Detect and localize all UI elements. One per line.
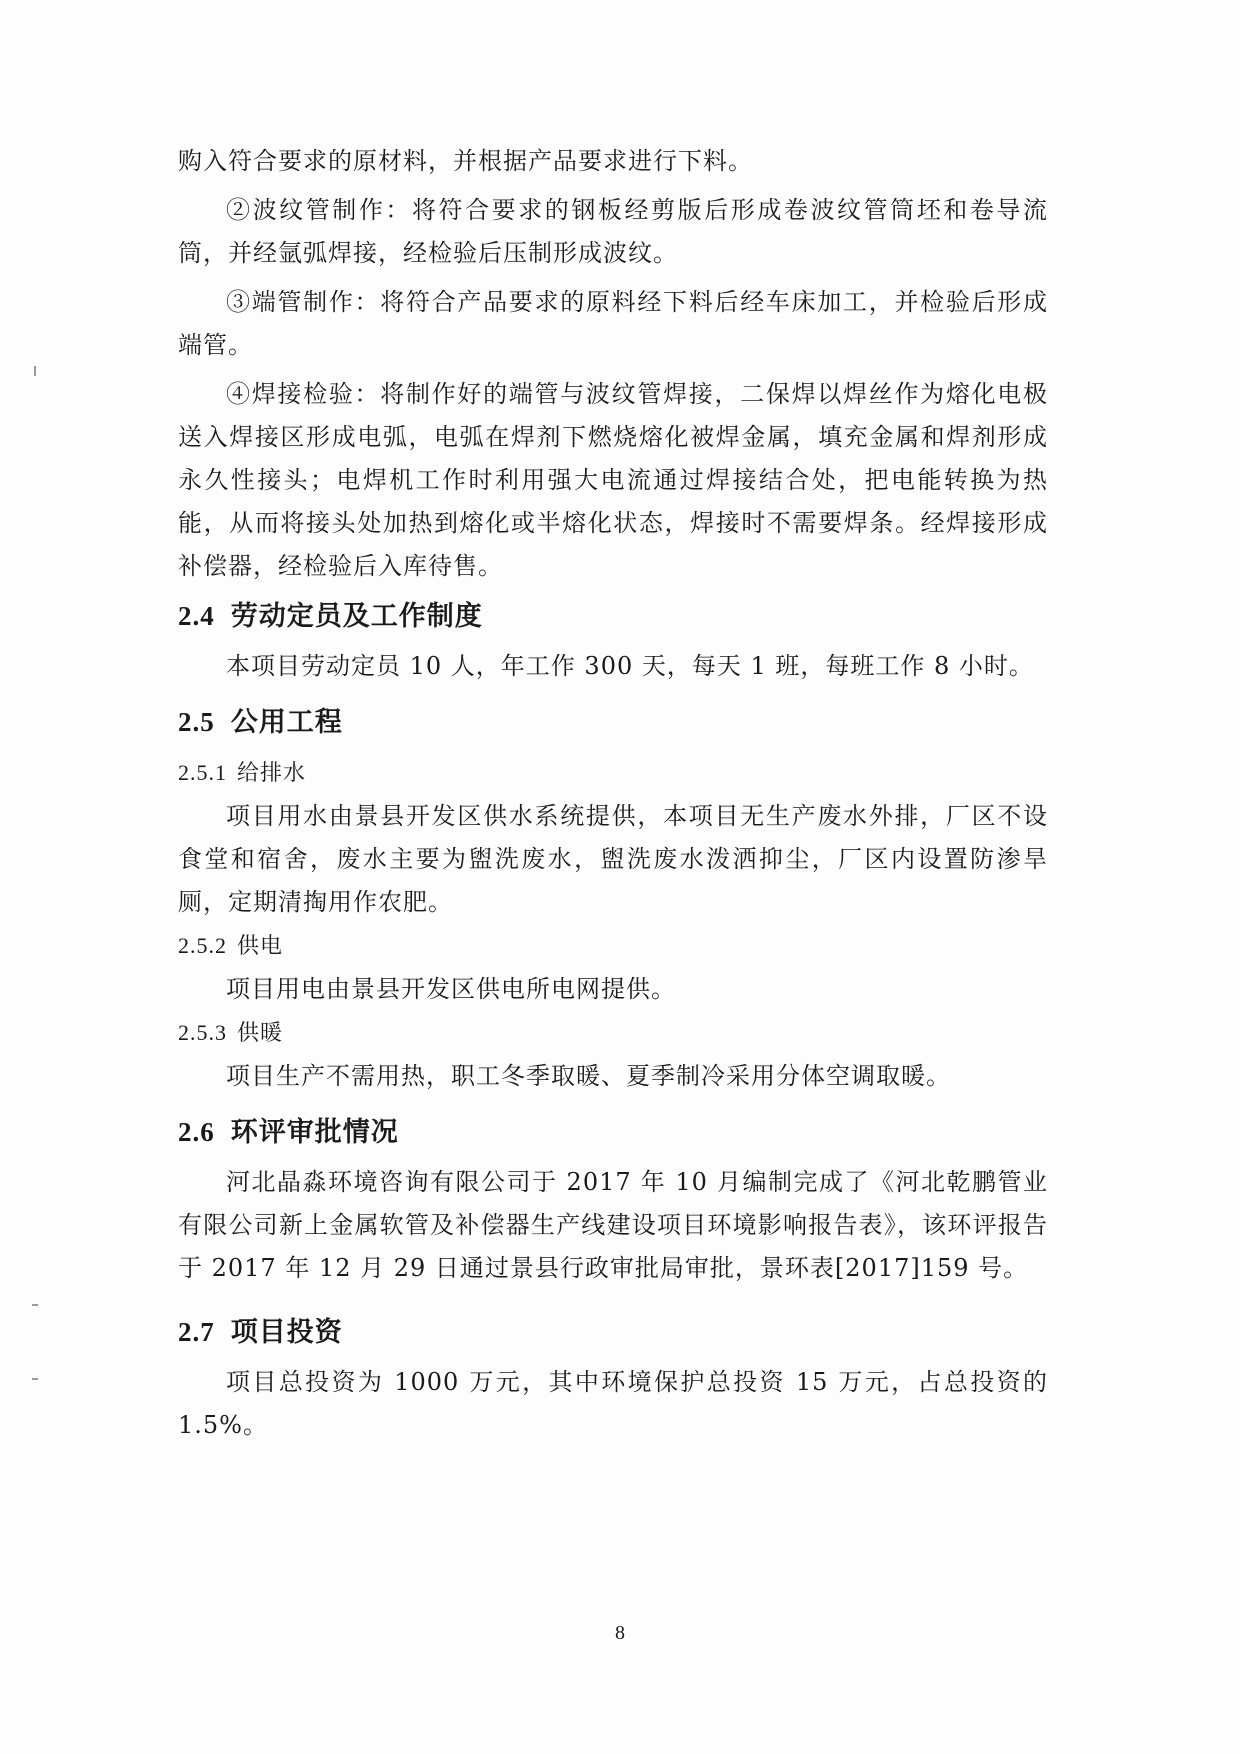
subsection-number: 2.5.1 (178, 760, 227, 785)
section-heading-2-5 (178, 694, 1048, 751)
section-number: 2.7 (178, 1317, 215, 1347)
subsection-heading-2-5-1 (178, 751, 1048, 795)
subsection-title: 供电 (237, 934, 284, 959)
paragraph-welding-inspection: ④焊接检验：将制作好的端管与波纹管焊接，二保焊以焊丝作为熔化电极送入焊接区形成电弧，电弧在焊剂下燃烧熔化被焊金属，填充金属和焊剂形成永久性接头；电焊机工作时利用强大电流通过焊接结合处，把电能转换为热能，从而将接头处加热到熔化或半熔化状态，焊接时不需要焊条。经焊接形成补偿器，经检验后入库待售。 (178, 380, 1048, 580)
paragraph-water-supply: 项目用水由景县开发区供水系统提供，本项目无生产废水外排，厂区不设食堂和宿舍，废水主要为盥洗废水，盥洗废水泼洒抑尘，厂区内设置防渗旱厕，定期清掏用作农肥。 (178, 802, 1048, 916)
page-number: 8 (615, 1622, 625, 1644)
paragraph-power-supply: 项目用电由景县开发区供电所电网提供。 (226, 975, 676, 1003)
section-heading-2-7 (178, 1304, 1048, 1361)
document-body (178, 140, 1048, 1447)
subsection-number: 2.5.3 (178, 1020, 227, 1045)
subsection-heading-2-5-3 (178, 1011, 1048, 1055)
scan-artifact-mark (32, 1378, 38, 1380)
section-title: 劳动定员及工作制度 (230, 601, 483, 632)
paragraph-raw-material: 购入符合要求的原材料，并根据产品要求进行下料。 (178, 147, 753, 175)
section-title: 环评审批情况 (230, 1117, 399, 1148)
section-title: 公用工程 (230, 707, 343, 738)
subsection-number: 2.5.2 (178, 933, 227, 958)
scan-artifact-mark (34, 366, 36, 376)
subsection-heading-2-5-2 (178, 924, 1048, 968)
subsection-title: 给排水 (237, 761, 307, 786)
paragraph-end-pipe-making: ③端管制作：将符合产品要求的原料经下料后经车床加工，并检验后形成端管。 (178, 288, 1048, 359)
section-heading-2-4 (178, 588, 1048, 645)
paragraph-bellows-making: ②波纹管制作：将符合要求的钢板经剪版后形成卷波纹管筒坯和卷导流筒，并经氩弧焊接，经检验后压制形成波纹。 (178, 196, 1048, 267)
scan-artifact-mark (32, 1304, 38, 1306)
section-heading-2-6 (178, 1104, 1048, 1161)
subsection-title: 供暖 (237, 1021, 284, 1046)
paragraph-eia-approval: 河北晶淼环境咨询有限公司于 2017 年 10 月编制完成了《河北乾鹏管业有限公司新上金属软管及补偿器生产线建设项目环境影响报告表》，该环评报告于 2017 年 12 月 29 日通过景县行政审批局审批，景环表[2017]159 号。 (178, 1168, 1048, 1282)
section-number: 2.6 (178, 1117, 215, 1147)
paragraph-heating: 项目生产不需用热，职工冬季取暖、夏季制冷采用分体空调取暖。 (226, 1062, 951, 1090)
section-number: 2.5 (178, 707, 215, 737)
paragraph-investment: 项目总投资为 1000 万元，其中环境保护总投资 15 万元，占总投资的 1.5%。 (178, 1368, 1048, 1439)
section-title: 项目投资 (230, 1317, 343, 1348)
paragraph-staffing: 本项目劳动定员 10 人，年工作 300 天，每天 1 班，每班工作 8 小时。 (226, 652, 1034, 680)
section-number: 2.4 (178, 601, 215, 631)
